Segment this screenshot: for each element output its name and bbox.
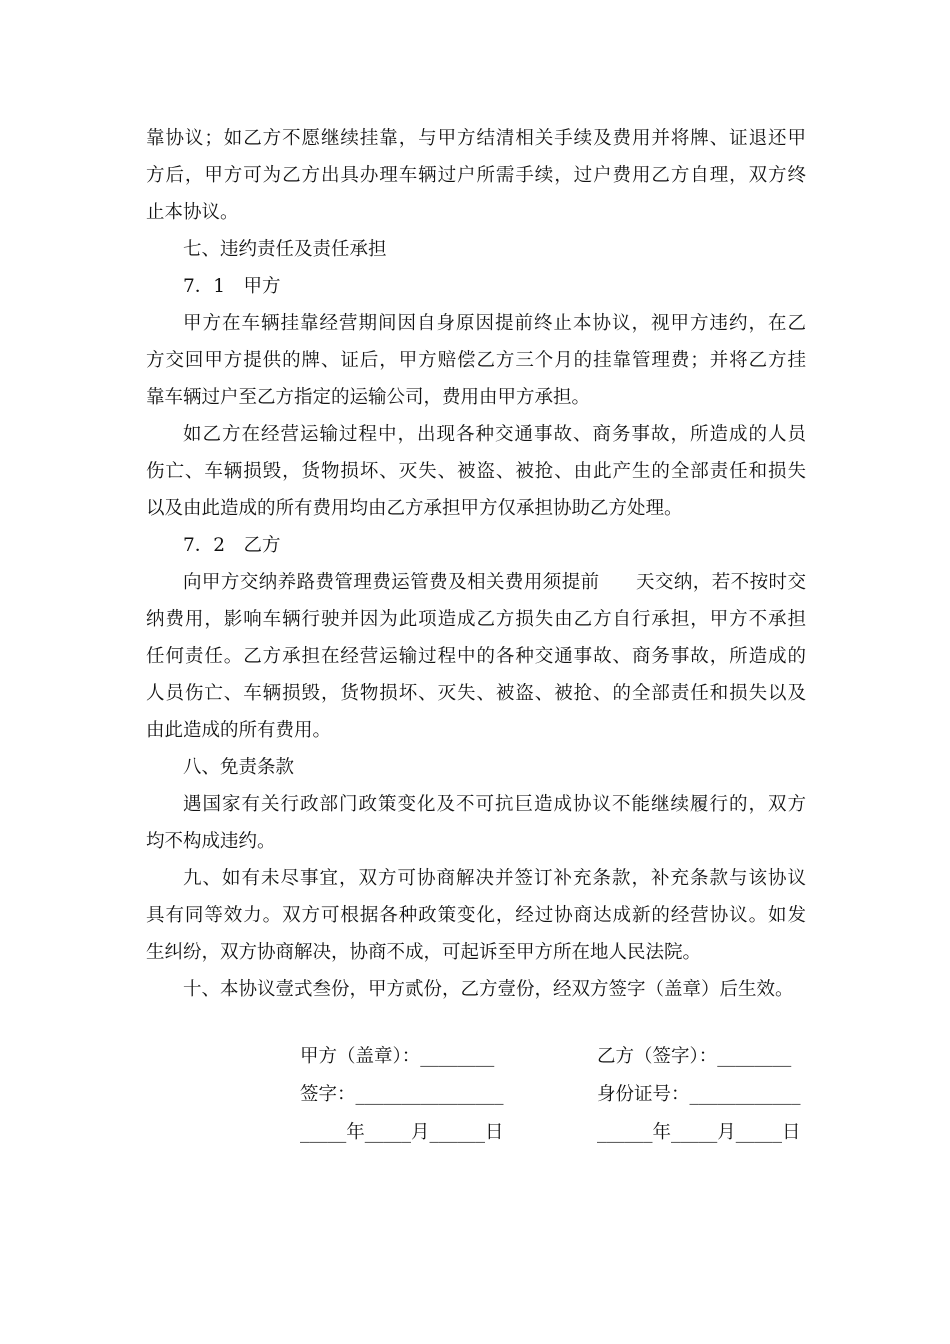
party-a-sign-line: 签字：________________ bbox=[300, 1084, 504, 1105]
text-line: 方后，甲方可为乙方出具办理车辆过户所需手续，过户费用乙方自理，双方终 bbox=[146, 165, 806, 186]
text-line-part: 向甲方交纳养路费管理费运管费及相关费用须提前 bbox=[183, 572, 600, 593]
text-line: 伤亡、车辆损毁，货物损坏、灭失、被盗、被抢、由此产生的全部责任和损失 bbox=[146, 461, 806, 482]
text-line: 十、本协议壹式叁份，甲方贰份，乙方壹份，经双方签字（盖章）后生效。 bbox=[183, 979, 794, 1000]
text-line bbox=[146, 564, 806, 601]
text-line: 如乙方在经营运输过程中，出现各种交通事故、商务事故，所造成的人员 bbox=[183, 424, 806, 445]
text-line: 人员伤亡、车辆损毁，货物损坏、灭失、被盗、被抢、的全部责任和损失以及 bbox=[146, 683, 806, 704]
text-line: 生纠纷，双方协商解决，协商不成，可起诉至甲方所在地人民法院。 bbox=[146, 942, 702, 963]
text-line: 7．2 乙方 bbox=[183, 535, 281, 556]
party-b-date-line: ______年_____月_____日 bbox=[597, 1122, 801, 1143]
text-line: 七、违约责任及责任承担 bbox=[183, 239, 387, 260]
text-line: 靠车辆过户至乙方指定的运输公司，费用由甲方承担。 bbox=[146, 387, 591, 408]
text-line: 靠协议；如乙方不愿继续挂靠，与甲方结清相关手续及费用并将牌、证退还甲 bbox=[146, 128, 806, 149]
text-line: 纳费用，影响车辆行驶并因为此项造成乙方损失由乙方自行承担，甲方不承担 bbox=[146, 609, 806, 630]
text-line-part: 天交纳，若不按时交 bbox=[635, 572, 806, 593]
text-line: 以及由此造成的所有费用均由乙方承担甲方仅承担协助乙方处理。 bbox=[146, 498, 683, 519]
text-line: 任何责任。乙方承担在经营运输过程中的各种交通事故、商务事故，所造成的 bbox=[146, 646, 806, 667]
text-line: 九、如有未尽事宜，双方可协商解决并签订补充条款，补充条款与该协议 bbox=[183, 868, 806, 889]
text-line: 止本协议。 bbox=[146, 202, 239, 223]
party-b-signature-block bbox=[597, 1038, 812, 1152]
party-b-sign-line: 乙方（签字）：________ bbox=[597, 1046, 792, 1067]
agreement-body bbox=[146, 120, 806, 1008]
text-line: 由此造成的所有费用。 bbox=[146, 720, 332, 741]
text-line: 均不构成违约。 bbox=[146, 831, 276, 852]
party-a-seal-line: 甲方（盖章）：________ bbox=[300, 1046, 495, 1067]
party-b-id-line: 身份证号：____________ bbox=[597, 1084, 801, 1105]
text-line: 方交回甲方提供的牌、证后，甲方赔偿乙方三个月的挂靠管理费；并将乙方挂 bbox=[146, 350, 806, 371]
party-a-date-line: _____年_____月______日 bbox=[300, 1122, 504, 1143]
text-line: 7．1 甲方 bbox=[183, 276, 281, 297]
party-a-signature-block bbox=[300, 1038, 515, 1152]
text-line: 具有同等效力。双方可根据各种政策变化，经过协商达成新的经营协议。如发 bbox=[146, 905, 806, 926]
text-line: 遇国家有关行政部门政策变化及不可抗巨造成协议不能继续履行的，双方 bbox=[183, 794, 806, 815]
text-line: 甲方在车辆挂靠经营期间因自身原因提前终止本协议，视甲方违约，在乙 bbox=[183, 313, 806, 334]
text-line: 八、免责条款 bbox=[183, 757, 295, 778]
